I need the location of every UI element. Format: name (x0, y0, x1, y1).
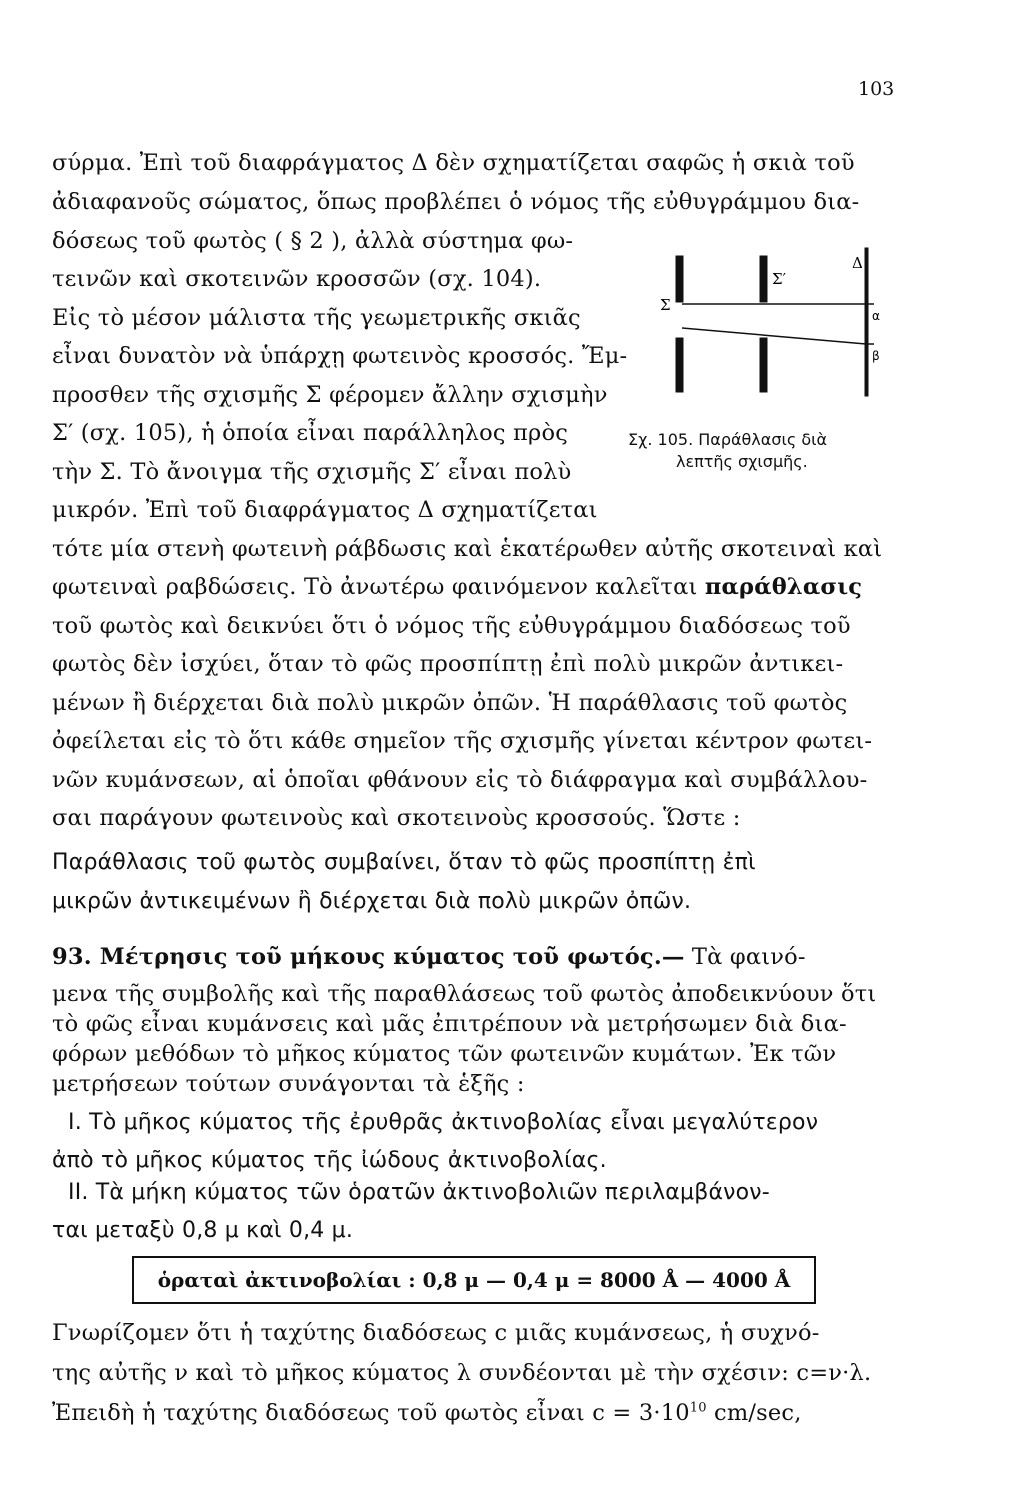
text-line: Σ′ (σχ. 105), ἡ ὁποία εἶναι παράλληλος πρὸς (52, 420, 569, 446)
rule-line: II. Τὰ μήκη κύματος τῶν ὁρατῶν ἀκτινοβολιῶν περιλαμβάνον- (68, 1180, 770, 1205)
figure-caption: Σχ. 105. Παράθλασις διὰ (628, 430, 828, 449)
text-line: μενα τῆς συμβολῆς καὶ τῆς παραθλάσεως τοῦ φωτὸς ἀποδεικνύουν ὅτι (52, 981, 877, 1007)
screen-delta (865, 248, 868, 396)
exponent: 10 (689, 1400, 707, 1416)
text-line: φωτὸς δὲν ἰσχύει, ὅταν τὸ φῶς προσπίπτῃ ἐπὶ πολὺ μικρῶν ἀντικει- (52, 651, 844, 677)
figure-caption: λεπτῆς σχισμῆς. (676, 452, 808, 471)
rule-line: ἀπὸ τὸ μῆκος κύματος τῆς ἰώδους ἀκτινοβολίας. (52, 1148, 607, 1173)
text-line: σύρμα. Ἐπὶ τοῦ διαφράγματος Δ δὲν σχηματίζεται σαφῶς ἡ σκιὰ τοῦ (52, 150, 855, 176)
text-line: τότε μία στενὴ φωτεινὴ ράβδωσις καὶ ἑκατέρωθεν αὐτῆς σκοτειναὶ καὶ (52, 536, 883, 562)
term-diffraction: παράθλασις (704, 574, 863, 600)
slit-sigma-top (676, 256, 683, 302)
figure-diffraction-slit (648, 238, 928, 398)
text-line: ἀδιαφανοῦς σώματος, ὅπως προβλέπει ὁ νόμος τῆς εὐθυγράμμου δια- (52, 189, 860, 215)
label-b: β (872, 349, 880, 363)
text-line: προσθεν τῆς σχισμῆς Σ φέρομεν ἄλλην σχισμὴν (52, 382, 608, 408)
label-delta: Δ (852, 254, 863, 272)
text-line: μικρόν. Ἐπὶ τοῦ διαφράγματος Δ σχηματίζεται (52, 497, 598, 523)
text-segment: φωτειναὶ ραβδώσεις. Τὸ ἀνωτέρω φαινόμενον καλεῖται (52, 574, 705, 600)
page-number: 103 (858, 78, 895, 100)
summary-line: Παράθλασις τοῦ φωτὸς συμβαίνει, ὅταν τὸ φῶς προσπίπτῃ ἐπὶ (52, 850, 756, 875)
text-line: τὸ φῶς εἶναι κυμάνσεις καὶ μᾶς ἐπιτρέπουν νὰ μετρήσωμεν διὰ δια- (52, 1011, 847, 1037)
formula-text: ὁραταὶ ἀκτινοβολίαι : 0,8 μ — 0,4 μ = 8000 Å — 4000 Å (157, 1268, 791, 1292)
text-line: Γνωρίζομεν ὅτι ἡ ταχύτης διαδόσεως c μιᾶς κυμάνσεως, ἡ συχνό- (52, 1320, 820, 1346)
text-line: Εἰς τὸ μέσον μάλιστα τῆς γεωμετρικῆς σκιᾶς (52, 305, 581, 331)
text-line: σαι παράγουν φωτεινοὺς καὶ σκοτεινοὺς κροσσούς. Ὥστε : (52, 805, 741, 831)
boxed-formula (132, 1256, 816, 1304)
label-sigma: Σ (660, 296, 671, 314)
text-line (52, 574, 862, 600)
slit-sigma-bottom (676, 338, 683, 392)
summary-line: μικρῶν ἀντικειμένων ἢ διέρχεται διὰ πολὺ μικρῶν ὀπῶν. (52, 889, 692, 914)
section-heading: 93. Μέτρησις τοῦ μήκους κύματος τοῦ φωτός.— (52, 944, 685, 970)
text-segment: Ἐπειδὴ ἡ ταχύτης διαδόσεως τοῦ φωτὸς εἶναι c = 3·10 (52, 1400, 690, 1426)
text-line: της αὐτῆς ν καὶ τὸ μῆκος κύματος λ συνδέονται μὲ τὴν σχέσιν: c=ν·λ. (52, 1360, 872, 1386)
text-line: μένων ἢ διέρχεται διὰ πολὺ μικρῶν ὀπῶν. Ἡ παράθλασις τοῦ φωτὸς (52, 690, 848, 716)
text-line: τοῦ φωτὸς καὶ δεικνύει ὅτι ὁ νόμος τῆς εὐθυγράμμου διαδόσεως τοῦ (52, 613, 851, 639)
slit-sigma-prime-top (760, 256, 767, 302)
text-line (52, 1400, 802, 1426)
text-line: εἶναι δυνατὸν νὰ ὑπάρχῃ φωτεινὸς κροσσός. Ἔμ- (52, 343, 628, 369)
text-segment: Τὰ φαινό- (684, 944, 806, 970)
ray-lower (682, 328, 866, 344)
text-line: ὀφείλεται εἰς τὸ ὅτι κάθε σημεῖον τῆς σχισμῆς γίνεται κέντρον φωτει- (52, 728, 873, 754)
rule-line: ται μεταξὺ 0,8 μ καὶ 0,4 μ. (52, 1218, 354, 1243)
text-line: φόρων μεθόδων τὸ μῆκος κύματος τῶν φωτεινῶν κυμάτων. Ἐκ τῶν (52, 1041, 837, 1067)
text-line: νῶν κυμάνσεων, αἱ ὁποῖαι φθάνουν εἰς τὸ διάφραγμα καὶ συμβάλλου- (52, 767, 868, 793)
text-line: μετρήσεων τούτων συνάγονται τὰ ἑξῆς : (52, 1071, 525, 1097)
text-segment: cm/sec, (706, 1400, 802, 1426)
text-line: δόσεως τοῦ φωτὸς ( § 2 ), ἀλλὰ σύστημα φω- (52, 228, 574, 254)
text-line: τὴν Σ. Τὸ ἄνοιγμα τῆς σχισμῆς Σ′ εἶναι πολὺ (52, 459, 572, 485)
label-a: α (872, 309, 880, 323)
text-line: τεινῶν καὶ σκοτεινῶν κροσσῶν (σχ. 104). (52, 266, 542, 292)
section-heading-line (52, 944, 806, 970)
slit-sigma-prime-bottom (760, 338, 767, 392)
rule-line: I. Τὸ μῆκος κύματος τῆς ἐρυθρᾶς ἀκτινοβολίας εἶναι μεγαλύτερον (68, 1110, 819, 1135)
label-sigma-prime: Σ′ (772, 270, 787, 288)
